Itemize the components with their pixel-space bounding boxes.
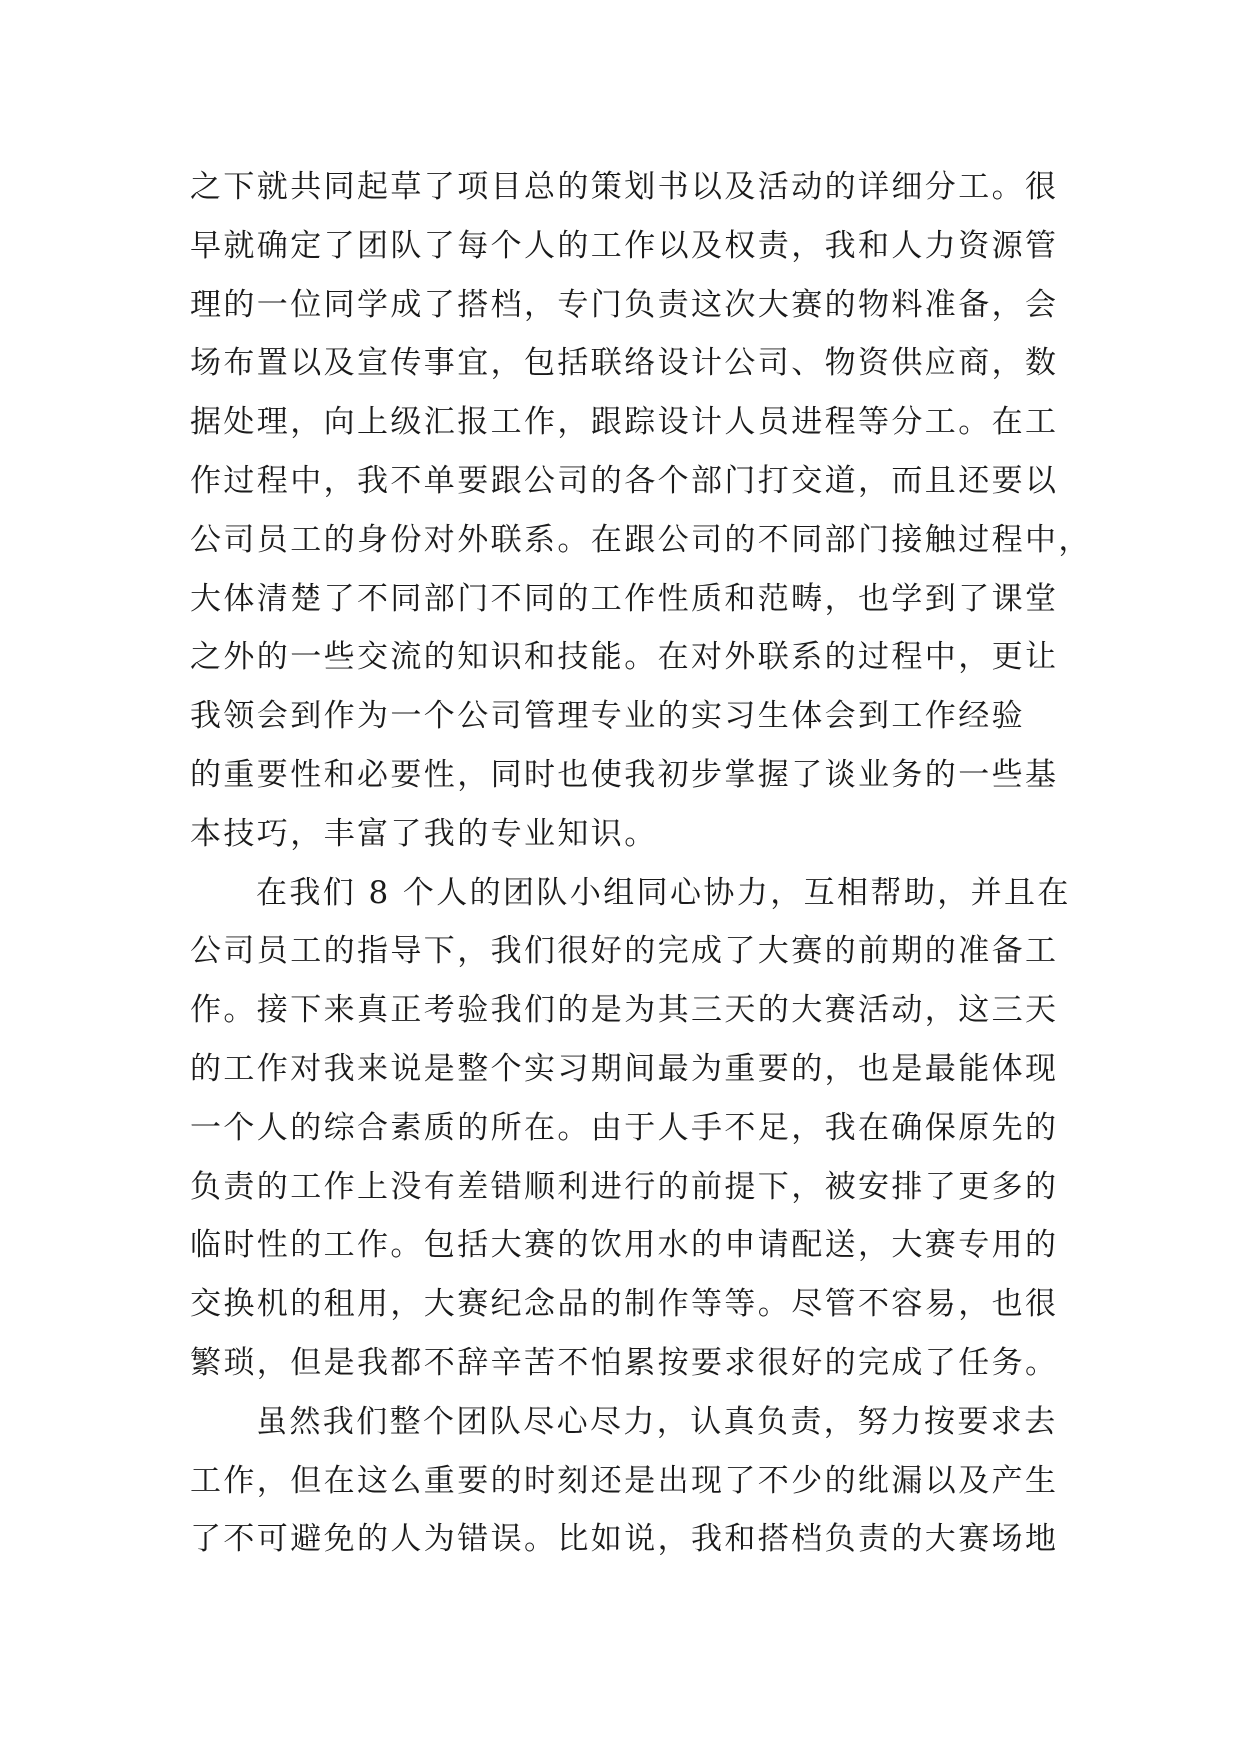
- text-line: 的工作对我来说是整个实习期间最为重要的，也是最能体现: [190, 1050, 1059, 1087]
- text-line: 负责的工作上没有差错顺利进行的前提下，被安排了更多的: [190, 1168, 1059, 1205]
- text-line: 作。接下来真正考验我们的是为其三天的大赛活动，这三天: [190, 992, 1059, 1029]
- text-line: 交换机的租用，大赛纪念品的制作等等。尽管不容易，也很: [190, 1286, 1059, 1323]
- text-line: 虽然我们整个团队尽心尽力，认真负责，努力按要求去: [256, 1403, 1058, 1440]
- text-line: 临时性的工作。包括大赛的饮用水的申请配送，大赛专用的: [190, 1227, 1059, 1264]
- text-line: 在我们 8 个人的团队小组同心协力，互相帮助，并且在: [256, 874, 1071, 911]
- text-line: 我领会到作为一个公司管理专业的实习生体会到工作经验: [190, 698, 1025, 735]
- text-line: 理的一位同学成了搭档，专门负责这次大赛的物料准备，会: [190, 286, 1059, 323]
- text-line: 早就确定了团队了每个人的工作以及权责，我和人力资源管: [190, 227, 1059, 264]
- text-line: 公司员工的身份对外联系。在跟公司的不同部门接触过程中，: [190, 521, 1092, 558]
- text-line: 工作，但在这么重要的时刻还是出现了不少的纰漏以及产生: [190, 1462, 1059, 1499]
- text-line: 之外的一些交流的知识和技能。在对外联系的过程中，更让: [190, 639, 1059, 676]
- text-line: 作过程中，我不单要跟公司的各个部门打交道，而且还要以: [190, 462, 1059, 499]
- text-line: 场布置以及宣传事宜，包括联络设计公司、物资供应商，数: [190, 345, 1059, 382]
- text-line: 繁琐，但是我都不辞辛苦不怕累按要求很好的完成了任务。: [190, 1344, 1059, 1381]
- text-line: 之下就共同起草了项目总的策划书以及活动的详细分工。很: [190, 169, 1059, 205]
- text-line: 的重要性和必要性，同时也使我初步掌握了谈业务的一些基: [190, 756, 1059, 793]
- text-line: 大体清楚了不同部门不同的工作性质和范畴，也学到了课堂: [190, 580, 1059, 617]
- document-body: [190, 158, 1092, 1569]
- text-line: 一个人的综合素质的所在。由于人手不足，我在确保原先的: [190, 1109, 1059, 1146]
- text-line: 了不可避免的人为错误。比如说，我和搭档负责的大赛场地: [190, 1521, 1059, 1558]
- text-line: 公司员工的指导下，我们很好的完成了大赛的前期的准备工: [190, 933, 1059, 970]
- text-line: 据处理，向上级汇报工作，跟踪设计人员进程等分工。在工: [190, 404, 1059, 441]
- text-line: 本技巧，丰富了我的专业知识。: [190, 815, 658, 852]
